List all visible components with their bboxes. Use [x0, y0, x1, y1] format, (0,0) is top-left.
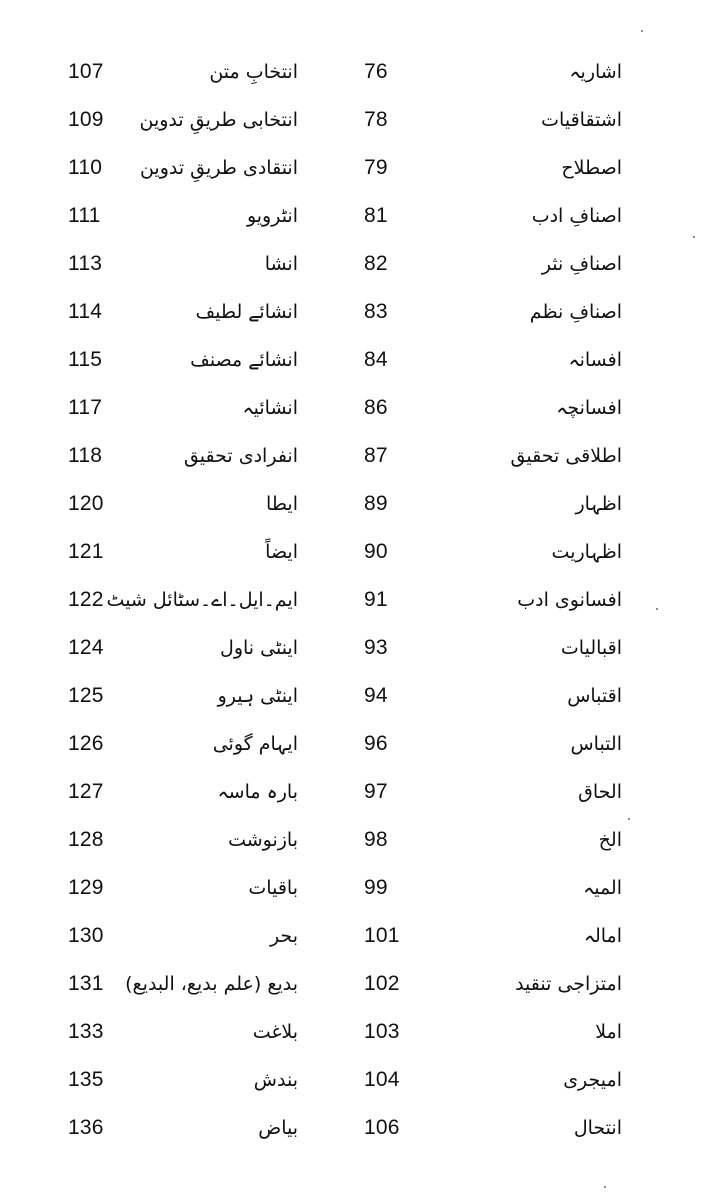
term-left: اینٹی ناول — [220, 637, 298, 659]
index-row — [0, 96, 722, 144]
term-right: افسانوی ادب — [517, 589, 622, 611]
page-number-left: 111 — [68, 204, 101, 227]
page-number-left: 127 — [68, 780, 104, 803]
page-number-right: 89 — [364, 492, 388, 515]
page-number-left: 118 — [68, 444, 103, 467]
page-number-right: 84 — [364, 348, 388, 371]
term-right: اظہاریت — [551, 541, 622, 563]
term-left: بیاض — [258, 1117, 298, 1139]
page-number-right: 98 — [364, 828, 388, 851]
index-row — [0, 144, 722, 192]
page-number-left: 113 — [68, 252, 103, 275]
term-left: بلاغت — [252, 1021, 298, 1043]
index-row — [0, 192, 722, 240]
page-number-left: 125 — [68, 684, 104, 707]
scan-speck — [641, 30, 643, 32]
index-row — [0, 768, 722, 816]
term-left: انشا — [264, 253, 298, 275]
scan-speck — [604, 1186, 606, 1188]
term-left: انشائے لطیف — [195, 301, 298, 323]
page-number-right: 82 — [364, 252, 388, 275]
term-right: اشاریہ — [569, 61, 622, 83]
page-number-left: 131 — [68, 972, 104, 995]
index-row — [0, 432, 722, 480]
scan-speck — [628, 818, 630, 820]
page-number-left: 129 — [68, 876, 104, 899]
index-row — [0, 912, 722, 960]
index-row — [0, 288, 722, 336]
page-number-right: 91 — [364, 588, 388, 611]
term-right: اظہار — [575, 493, 622, 515]
page-number-right: 96 — [364, 732, 388, 755]
page-number-right: 103 — [364, 1020, 400, 1043]
term-right: امیجری — [563, 1069, 622, 1091]
index-row — [0, 1056, 722, 1104]
page-number-right: 104 — [364, 1068, 400, 1091]
term-left: ایم۔ایل۔اے۔سٹائل شیٹ — [106, 589, 298, 611]
page-number-left: 133 — [68, 1020, 104, 1043]
term-left: ایضاً — [265, 541, 298, 563]
term-right: التباس — [570, 733, 622, 755]
term-left: ایہام گوئی — [212, 733, 298, 755]
scan-speck — [656, 608, 658, 610]
term-right: املا — [595, 1021, 622, 1043]
page-number-left: 120 — [68, 492, 104, 515]
term-right: امالہ — [583, 925, 622, 947]
page-number-left: 124 — [68, 636, 104, 659]
term-left: انفرادی تحقیق — [183, 445, 298, 467]
page-number-left: 109 — [68, 108, 104, 131]
index-row — [0, 1104, 722, 1152]
page-number-left: 121 — [68, 540, 104, 563]
term-right: افسانچہ — [556, 397, 622, 419]
page-number-left: 130 — [68, 924, 104, 947]
term-right: الخ — [598, 829, 622, 851]
page-number-left: 110 — [68, 156, 103, 179]
page-number-left: 128 — [68, 828, 104, 851]
page-number-right: 97 — [364, 780, 388, 803]
page-number-right: 83 — [364, 300, 388, 323]
term-right: اطلاقی تحقیق — [510, 445, 622, 467]
term-left: انشائے مصنف — [190, 349, 298, 371]
page-number-left: 136 — [68, 1116, 104, 1139]
index-row — [0, 576, 722, 624]
term-left: ایطا — [266, 493, 298, 515]
index-row — [0, 528, 722, 576]
scan-speck — [693, 236, 695, 238]
term-right: انتحال — [573, 1117, 622, 1139]
term-right: اصطلاح — [561, 157, 622, 179]
term-right: الحاق — [578, 781, 622, 803]
term-right: اصنافِ نثر — [541, 253, 622, 275]
term-left: بدیع (علم بدیع، البدیع) — [125, 973, 298, 995]
page-number-right: 79 — [364, 156, 388, 179]
page-number-right: 93 — [364, 636, 388, 659]
term-right: اقبالیات — [560, 637, 622, 659]
page-number-left: 117 — [68, 396, 103, 419]
index-row — [0, 864, 722, 912]
term-left: انشائیہ — [242, 397, 298, 419]
page-number-right: 87 — [364, 444, 388, 467]
term-left: انتقادی طریقِ تدوین — [139, 157, 298, 179]
page-number-left: 115 — [68, 348, 103, 371]
index-table — [0, 48, 722, 1152]
index-row — [0, 672, 722, 720]
page-number-right: 81 — [364, 204, 388, 227]
term-left: بحر — [269, 925, 298, 947]
index-row — [0, 1008, 722, 1056]
page-number-right: 94 — [364, 684, 388, 707]
page-number-right: 102 — [364, 972, 400, 995]
page-number-right: 99 — [364, 876, 388, 899]
index-row — [0, 960, 722, 1008]
index-row — [0, 336, 722, 384]
term-right: اشتقاقیات — [541, 109, 622, 131]
page-number-right: 90 — [364, 540, 388, 563]
index-row — [0, 384, 722, 432]
term-right: اصنافِ ادب — [531, 205, 622, 227]
page-number-left: 107 — [68, 60, 104, 83]
page-number-right: 76 — [364, 60, 388, 83]
term-left: اینٹی ہیرو — [217, 685, 298, 707]
term-right: افسانہ — [568, 349, 622, 371]
index-row — [0, 720, 722, 768]
term-left: انٹرویو — [246, 205, 298, 227]
page-number-left: 122 — [68, 588, 104, 611]
page-number-right: 101 — [364, 924, 400, 947]
index-row — [0, 480, 722, 528]
page-number-left: 114 — [68, 300, 103, 323]
term-left: بارہ ماسہ — [217, 781, 298, 803]
index-row — [0, 624, 722, 672]
index-row — [0, 240, 722, 288]
term-right: اقتباس — [567, 685, 622, 707]
term-right: اصنافِ نظم — [529, 301, 622, 323]
page-number-right: 86 — [364, 396, 388, 419]
page-number-left: 135 — [68, 1068, 104, 1091]
page-number-right: 106 — [364, 1116, 400, 1139]
index-row — [0, 816, 722, 864]
page-number-left: 126 — [68, 732, 104, 755]
index-row — [0, 48, 722, 96]
term-left: انتخابی طریقِ تدوین — [139, 109, 298, 131]
term-left: انتخابِ متن — [209, 61, 298, 83]
term-left: باقیات — [248, 877, 298, 899]
term-left: بندش — [253, 1069, 298, 1091]
page-number-right: 78 — [364, 108, 388, 131]
term-left: بازنوشت — [228, 829, 298, 851]
term-right: امتزاجی تنقید — [515, 973, 622, 995]
term-right: المیہ — [583, 877, 622, 899]
